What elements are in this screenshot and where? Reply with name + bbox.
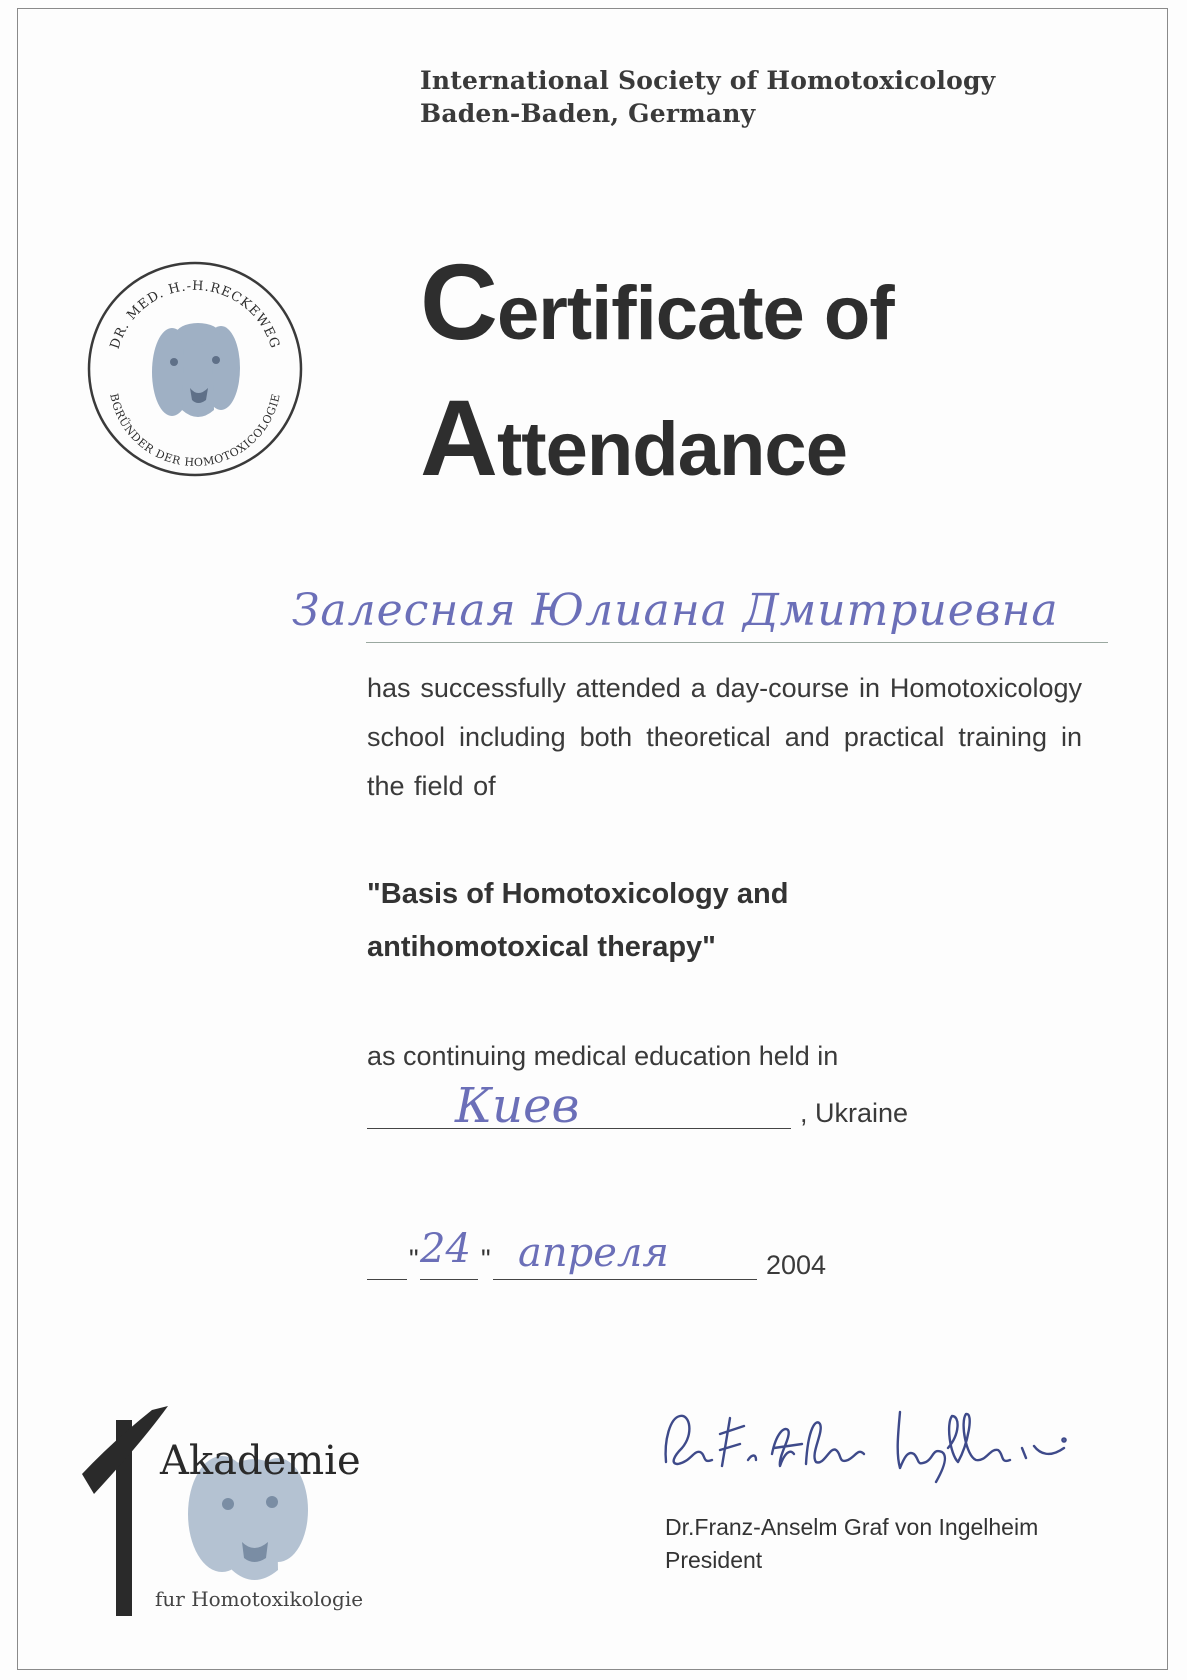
name-underline [366,642,1108,643]
attendance-statement: has successfully attended a day-course in Homotoxicology school including both theoretical and practical training in the field of [367,673,1082,801]
date-day: 24 [420,1226,471,1272]
cme-intro: as continuing medical education held in [367,1041,839,1071]
society-header [420,64,995,130]
reckeweg-seal-icon [86,260,304,478]
course-title [367,868,1087,974]
title-line1: ertificate of [497,271,894,356]
date-leading-line [367,1279,407,1280]
date-month: апреля [518,1230,669,1276]
course-title-line1: "Basis of Homotoxicology and [367,878,789,910]
country-label: , Ukraine [800,1098,909,1128]
seal-text-bottom: BGRÜNDER DER HOMOTOXICOLOGIE [107,392,283,470]
president-signature [660,1404,1090,1486]
akademie-wordmark: Akademie [160,1438,361,1484]
title-line2: ttendance [497,407,847,492]
signer-block [665,1511,1038,1577]
society-location: Baden-Baden, Germany [420,99,756,128]
seal-portrait [152,323,240,417]
akademie-subtitle: fur Homotoxikologie [155,1587,364,1611]
course-title-line2: antihomotoxical therapy" [367,931,716,963]
recipient-name: Залесная Юлиана Дмитриевна [292,585,1059,636]
title-initial-c: C [420,241,497,362]
date-month-underline [493,1279,757,1280]
seal-text-top: DR. MED. H.-H.RECKEWEG [107,278,283,351]
date-day-underline [420,1279,478,1280]
signer-name: Dr.Franz-Anselm Graf von Ingelheim [665,1514,1039,1540]
title-initial-a: A [420,377,497,498]
city-underline [367,1128,791,1129]
signer-title: President [665,1547,763,1573]
date-quote-open: " [409,1244,419,1274]
certificate-title [420,240,894,512]
society-name: International Society of Homotoxicology [420,66,996,95]
city-handwritten: Киев [455,1078,580,1134]
date-year: 2004 [766,1250,827,1280]
date-quote-close: " [481,1244,491,1274]
